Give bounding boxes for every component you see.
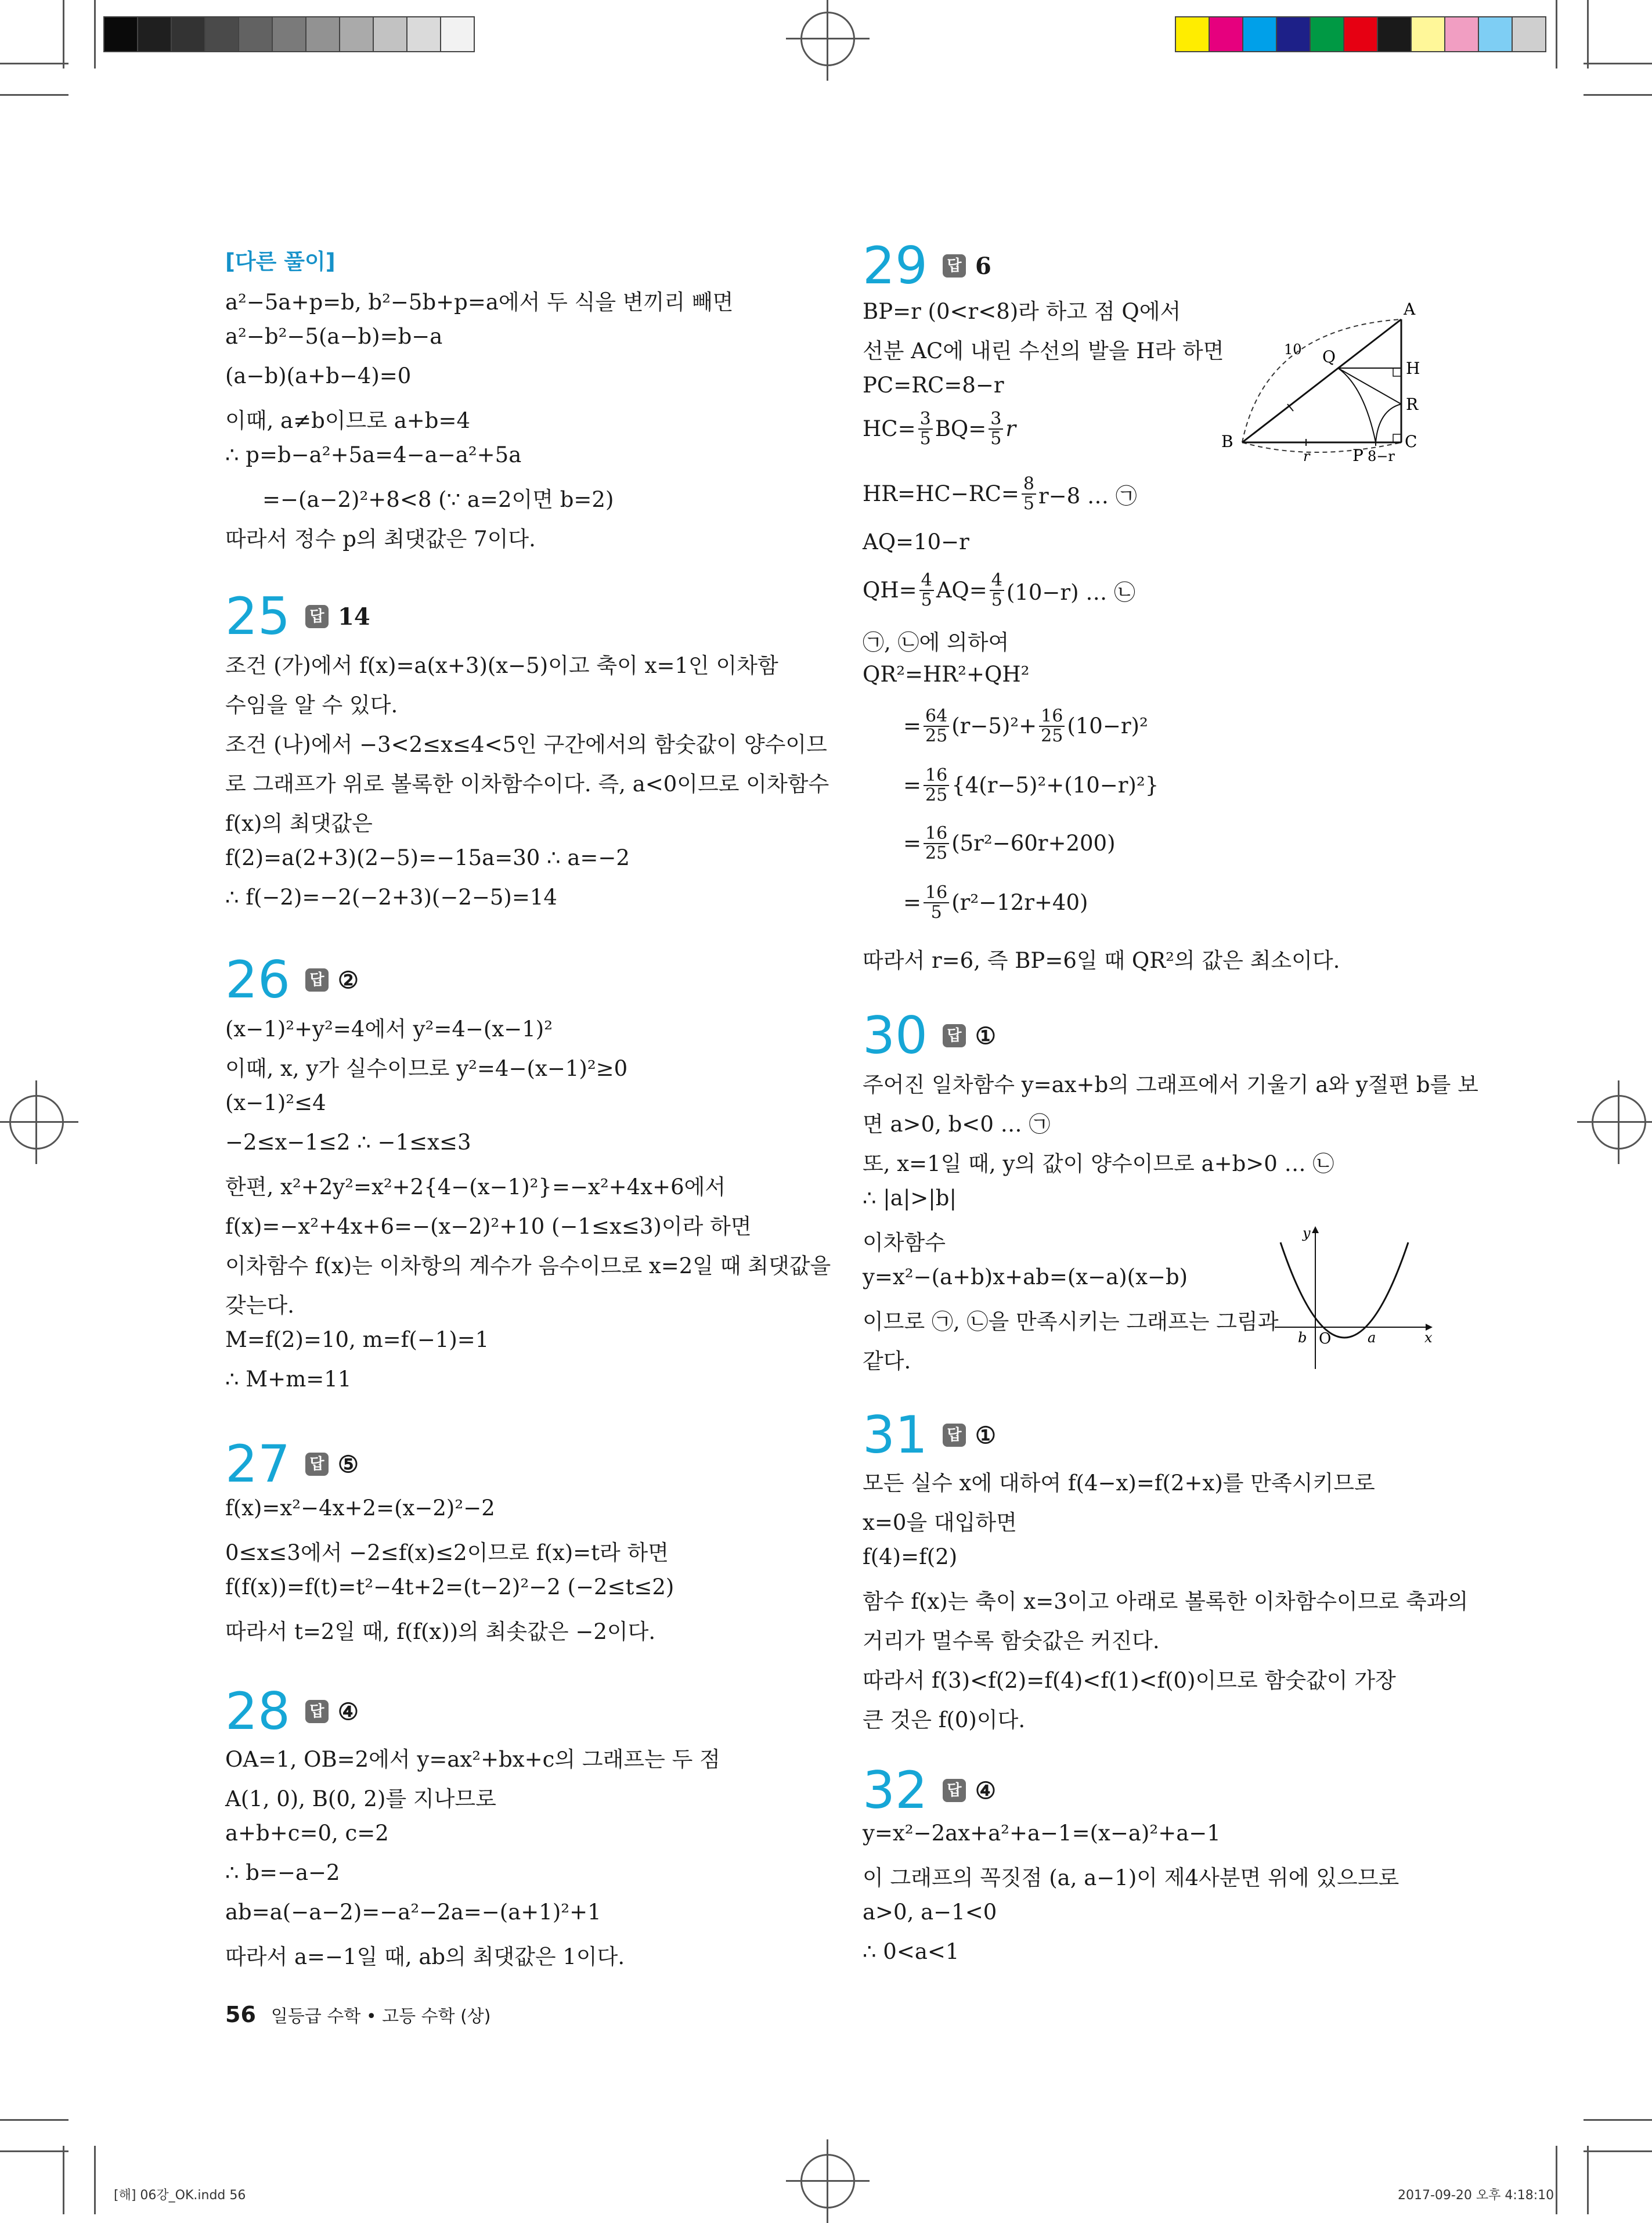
crop-mark bbox=[94, 0, 96, 69]
color-swatch bbox=[1479, 17, 1513, 51]
text-line: PC=RC=8−r bbox=[863, 373, 1004, 398]
text-line: f(f(x))=f(t)=t²−4t+2=(t−2)²−2 (−2≤t≤2) bbox=[225, 1575, 674, 1599]
parabola-curve bbox=[1281, 1242, 1408, 1338]
denominator: 5 bbox=[990, 428, 1002, 449]
label-8-minus-r: 8−r bbox=[1368, 448, 1395, 462]
color-swatch bbox=[172, 17, 205, 51]
label-r: R bbox=[1406, 395, 1419, 414]
answer-value: ② bbox=[337, 966, 359, 994]
alt-solution-heading: [다른 풀이] bbox=[225, 249, 336, 274]
label-c: C bbox=[1405, 432, 1417, 451]
crop-mark bbox=[0, 94, 68, 96]
numerator: 16 bbox=[924, 884, 949, 903]
crop-mark bbox=[1584, 94, 1652, 96]
side-ab bbox=[1242, 319, 1401, 442]
answer-badge: 답 bbox=[943, 254, 966, 278]
text-line: (x−1)²≤4 bbox=[225, 1090, 326, 1115]
label-h: H bbox=[1406, 359, 1420, 378]
text-line: 0≤x≤3에서 −2≤f(x)≤2이므로 f(x)=t라 하면 bbox=[225, 1540, 669, 1565]
label-p: P bbox=[1352, 446, 1364, 462]
text-line: a²−5a+p=b, b²−5b+p=a에서 두 식을 변끼리 빼면 bbox=[225, 290, 734, 315]
problem-29-header bbox=[863, 236, 991, 296]
crop-mark bbox=[1584, 2150, 1652, 2152]
fraction bbox=[919, 571, 934, 609]
denominator: 5 bbox=[919, 428, 931, 449]
text-line: 주어진 일차함수 y=ax+b의 그래프에서 기울기 a와 y절편 b를 보 bbox=[863, 1072, 1478, 1097]
fraction bbox=[924, 707, 949, 745]
eq-text: (10−r)² bbox=[1067, 714, 1148, 738]
label-a-root: a bbox=[1368, 1330, 1376, 1346]
denominator: 25 bbox=[925, 784, 948, 805]
y-axis-arrow bbox=[1312, 1226, 1319, 1233]
color-swatch bbox=[1243, 17, 1277, 51]
eq-text: (5r²−60r+200) bbox=[951, 831, 1116, 856]
text-line: f(x)=−x²+4x+6=−(x−2)²+10 (−1≤x≤3)이라 하면 bbox=[225, 1214, 752, 1239]
text-line: ∴ |a|>|b| bbox=[863, 1186, 957, 1210]
text-line: 이 그래프의 꼭짓점 (a, a−1)이 제4사분면 위에 있으므로 bbox=[863, 1865, 1399, 1890]
color-swatch bbox=[340, 17, 374, 51]
color-swatch bbox=[138, 17, 172, 51]
text-line: 수임을 알 수 있다. bbox=[225, 693, 398, 718]
qr-step-1 bbox=[903, 707, 1148, 745]
qr-step-2 bbox=[903, 766, 1159, 804]
color-swatch bbox=[374, 17, 407, 51]
text-line: 이므로 ㉠, ㉡을 만족시키는 그래프는 그림과 bbox=[863, 1309, 1279, 1334]
registration-mark-left bbox=[9, 1095, 64, 1150]
crop-mark bbox=[1556, 2146, 1557, 2214]
eq-text: = bbox=[903, 890, 922, 915]
text-line: M=f(2)=10, m=f(−1)=1 bbox=[225, 1327, 489, 1352]
problem-26-header bbox=[225, 950, 359, 1010]
eq-text: = bbox=[903, 773, 922, 798]
text-line: ∴ f(−2)=−2(−2+3)(−2−5)=14 bbox=[225, 885, 557, 910]
text-line: x=0을 대입하면 bbox=[863, 1510, 1017, 1535]
right-angle-c bbox=[1393, 434, 1401, 442]
denominator: 25 bbox=[1041, 725, 1063, 746]
text-line: 따라서 정수 p의 최댓값은 7이다. bbox=[225, 527, 536, 552]
text-line: 면 a>0, b<0 … ㉠ bbox=[863, 1112, 1051, 1137]
text-line: OA=1, OB=2에서 y=ax²+bx+c의 그래프는 두 점 bbox=[225, 1747, 720, 1772]
color-swatch bbox=[1378, 17, 1412, 51]
color-swatch bbox=[1311, 17, 1344, 51]
problem-28-header bbox=[225, 1681, 359, 1741]
text-line: 선분 AC에 내린 수선의 발을 H라 하면 bbox=[863, 338, 1224, 363]
text-line: a+b+c=0, c=2 bbox=[225, 1821, 389, 1846]
numerator: 4 bbox=[919, 571, 934, 591]
text-line: 이차함수 f(x)는 이차항의 계수가 음수이므로 x=2일 때 최댓값을 bbox=[225, 1253, 831, 1278]
answer-value: 6 bbox=[975, 252, 991, 280]
eq-text: r−8 … ㉠ bbox=[1038, 483, 1137, 509]
answer-value: 14 bbox=[337, 603, 370, 630]
answer-badge: 답 bbox=[305, 1700, 329, 1723]
text-line: (x−1)²+y²=4에서 y²=4−(x−1)² bbox=[225, 1017, 553, 1042]
text-line: f(x)=x²−4x+2=(x−2)²−2 bbox=[225, 1496, 495, 1521]
answer-value: ① bbox=[975, 1421, 996, 1449]
color-swatch bbox=[441, 17, 474, 51]
eq-text: {4(r−5)²+(10−r)²} bbox=[951, 773, 1159, 798]
problem-25-header bbox=[225, 586, 370, 646]
denominator: 5 bbox=[921, 589, 932, 610]
eq-text: BQ= bbox=[935, 416, 987, 441]
numerator: 4 bbox=[990, 571, 1004, 591]
color-swatch bbox=[1210, 17, 1243, 51]
text-line: 갖는다. bbox=[225, 1293, 294, 1318]
text-line: 이때, x, y가 실수이므로 y²=4−(x−1)²≥0 bbox=[225, 1056, 628, 1081]
text-line: ∴ p=b−a²+5a=4−a−a²+5a bbox=[225, 442, 522, 467]
problem-31-header bbox=[863, 1405, 996, 1465]
numerator: 16 bbox=[1039, 707, 1065, 727]
answer-value: ④ bbox=[337, 1698, 359, 1725]
label-q: Q bbox=[1322, 347, 1336, 366]
text-line: f(2)=a(2+3)(2−5)=−15a=30 ∴ a=−2 bbox=[225, 845, 630, 870]
text-line: 이때, a≠b이므로 a+b=4 bbox=[225, 408, 471, 433]
numerator: 16 bbox=[924, 766, 949, 786]
crop-mark bbox=[94, 2146, 96, 2214]
right-angle-h bbox=[1393, 368, 1401, 376]
problem-number: 26 bbox=[225, 950, 290, 1010]
label-a: A bbox=[1404, 300, 1416, 319]
answer-value: ⑤ bbox=[337, 1450, 359, 1478]
equation-hr bbox=[863, 475, 1137, 513]
text-line: 조건 (가)에서 f(x)=a(x+3)(x−5)이고 축이 x=1인 이차함 bbox=[225, 653, 778, 678]
answer-value: ① bbox=[975, 1022, 996, 1050]
file-info: [해] 06강_OK.indd 56 bbox=[114, 2188, 246, 2203]
book-title: 일등급 수학 • 고등 수학 (상) bbox=[270, 2006, 491, 2027]
text-line: 따라서 a=−1일 때, ab의 최댓값은 1이다. bbox=[225, 1944, 625, 1969]
crop-mark bbox=[1587, 0, 1589, 69]
eq-text: QH= bbox=[863, 578, 917, 603]
problem-number: 25 bbox=[225, 586, 290, 646]
color-swatch bbox=[239, 17, 273, 51]
eq-text: = bbox=[903, 714, 922, 738]
eq-text: r bbox=[1005, 416, 1016, 441]
color-swatch bbox=[273, 17, 306, 51]
problem-number: 27 bbox=[225, 1434, 290, 1494]
registration-mark-right bbox=[1592, 1095, 1646, 1150]
text-line: BP=r (0<r<8)라 하고 점 Q에서 bbox=[863, 299, 1181, 324]
answer-value: ④ bbox=[975, 1777, 996, 1804]
fraction bbox=[924, 884, 949, 921]
problem-number: 32 bbox=[863, 1760, 928, 1820]
problem-number: 30 bbox=[863, 1006, 928, 1065]
qr-step-4 bbox=[903, 884, 1088, 921]
triangle-figure bbox=[1219, 294, 1451, 462]
crop-mark bbox=[1584, 2119, 1652, 2121]
problem-27-header bbox=[225, 1434, 359, 1494]
text-line: ab=a(−a−2)=−a²−2a=−(a+1)²+1 bbox=[225, 1900, 601, 1925]
problem-number: 28 bbox=[225, 1681, 290, 1741]
text-line: ∴ 0<a<1 bbox=[863, 1939, 960, 1964]
eq-text: = bbox=[903, 831, 922, 856]
problem-29-conclusion: 따라서 r=6, 즉 BP=6일 때 QR²의 값은 최소이다. bbox=[863, 948, 1340, 973]
problem-number: 29 bbox=[863, 236, 928, 296]
qr-step-3 bbox=[903, 824, 1116, 862]
text-line: 이차함수 bbox=[863, 1230, 946, 1255]
segment-qr bbox=[1338, 368, 1401, 404]
crop-mark bbox=[0, 2119, 68, 2121]
equation-qh bbox=[863, 571, 1135, 609]
denominator: 5 bbox=[930, 902, 942, 923]
text-line: f(x)의 최댓값은 bbox=[225, 811, 373, 836]
color-swatch bbox=[1513, 17, 1545, 51]
equation-qr: QR²=HR²+QH² bbox=[863, 662, 1030, 687]
problem-number: 31 bbox=[863, 1405, 928, 1465]
color-swatch bbox=[1277, 17, 1311, 51]
text-line: 조건 (나)에서 −3<2≤x≤4<5인 구간에서의 함숫값이 양수이므 bbox=[225, 732, 827, 757]
text-line: 같다. bbox=[863, 1349, 911, 1374]
fraction bbox=[990, 571, 1004, 609]
label-o: O bbox=[1319, 1330, 1332, 1348]
color-swatch bbox=[1176, 17, 1210, 51]
fraction bbox=[989, 410, 1003, 448]
text-line: =−(a−2)²+8<8 (∵ a=2이면 b=2) bbox=[262, 487, 614, 512]
text-line: 한편, x²+2y²=x²+2{4−(x−1)²}=−x²+4x+6에서 bbox=[225, 1174, 726, 1199]
denominator: 25 bbox=[925, 842, 948, 863]
color-swatch bbox=[407, 17, 441, 51]
label-r-length: r bbox=[1303, 448, 1310, 462]
eq-text: AQ= bbox=[936, 578, 987, 603]
crop-mark bbox=[63, 2146, 64, 2214]
label-10: 10 bbox=[1284, 341, 1302, 358]
text-line: 거리가 멀수록 함숫값은 커진다. bbox=[863, 1628, 1160, 1653]
fraction bbox=[924, 766, 949, 804]
answer-badge: 답 bbox=[943, 1779, 966, 1802]
label-b: B bbox=[1221, 432, 1233, 451]
denominator: 25 bbox=[925, 725, 948, 746]
numerator: 16 bbox=[924, 824, 949, 844]
problem-30-header bbox=[863, 1006, 996, 1065]
color-swatch bbox=[1412, 17, 1445, 51]
label-x: x bbox=[1424, 1330, 1433, 1346]
color-swatch bbox=[1445, 17, 1479, 51]
answer-badge: 답 bbox=[305, 1453, 329, 1476]
text-line: ∴ b=−a−2 bbox=[225, 1860, 340, 1885]
parabola-graph bbox=[1275, 1224, 1437, 1375]
text-line: 큰 것은 f(0)이다. bbox=[863, 1707, 1026, 1732]
text-line: 또, x=1일 때, y의 값이 양수이므로 a+b>0 … ㉡ bbox=[863, 1151, 1334, 1176]
timestamp: 2017-09-20 오후 4:18:10 bbox=[1398, 2188, 1554, 2203]
crop-mark bbox=[0, 2150, 68, 2152]
numerator: 8 bbox=[1022, 475, 1036, 495]
color-swatch bbox=[104, 17, 138, 51]
equation-aq: AQ=10−r bbox=[863, 529, 969, 554]
fraction bbox=[1039, 707, 1065, 745]
crop-mark bbox=[1556, 0, 1557, 69]
color-swatch bbox=[306, 17, 340, 51]
text-line: a>0, a−1<0 bbox=[863, 1900, 997, 1925]
text-line: a²−b²−5(a−b)=b−a bbox=[225, 324, 443, 349]
eq-text: (10−r) … ㉡ bbox=[1006, 579, 1136, 605]
text-line: 함수 f(x)는 축이 x=3이고 아래로 볼록한 이차함수이므로 축과의 bbox=[863, 1589, 1469, 1614]
eq-text: (r²−12r+40) bbox=[951, 890, 1088, 915]
color-swatch bbox=[205, 17, 239, 51]
text-line: y=x²−(a+b)x+ab=(x−a)(x−b) bbox=[863, 1264, 1188, 1289]
eq-text: (r−5)²+ bbox=[951, 714, 1037, 738]
text-line: A(1, 0), B(0, 2)를 지나므로 bbox=[225, 1786, 496, 1811]
denominator: 5 bbox=[991, 589, 1002, 610]
text-line: f(4)=f(2) bbox=[863, 1544, 958, 1569]
fraction bbox=[918, 410, 933, 448]
crop-mark bbox=[1587, 2146, 1589, 2214]
label-y: y bbox=[1303, 1225, 1311, 1241]
numerator: 3 bbox=[918, 410, 933, 430]
registration-mark-top bbox=[800, 12, 855, 66]
crop-mark bbox=[1584, 63, 1652, 64]
answer-badge: 답 bbox=[305, 605, 329, 628]
text-line: ∴ M+m=11 bbox=[225, 1367, 352, 1392]
crop-mark bbox=[63, 0, 64, 69]
page-number: 56 bbox=[225, 2002, 256, 2027]
crop-mark bbox=[0, 63, 68, 64]
page-footer bbox=[225, 2002, 490, 2027]
text-line: 로 그래프가 위로 볼록한 이차함수이다. 즉, a<0이므로 이차함수 bbox=[225, 772, 829, 797]
denominator: 5 bbox=[1023, 493, 1034, 514]
answer-badge: 답 bbox=[305, 968, 329, 992]
text-line: 따라서 t=2일 때, f(f(x))의 최솟값은 −2이다. bbox=[225, 1619, 656, 1644]
color-calibration-bar bbox=[1175, 16, 1546, 52]
fraction bbox=[924, 824, 949, 862]
label-b-root: b bbox=[1298, 1330, 1307, 1346]
registration-mark-bottom bbox=[800, 2154, 855, 2208]
answer-badge: 답 bbox=[943, 1424, 966, 1447]
fraction bbox=[1022, 475, 1036, 513]
mid-line: ㉠, ㉡에 의하여 bbox=[863, 630, 1009, 655]
numerator: 3 bbox=[989, 410, 1003, 430]
text-line: y=x²−2ax+a²+a−1=(x−a)²+a−1 bbox=[863, 1821, 1221, 1846]
eq-text: HC= bbox=[863, 416, 916, 441]
answer-badge: 답 bbox=[943, 1024, 966, 1047]
eq-text: HR=HC−RC= bbox=[863, 481, 1019, 506]
problem-32-header bbox=[863, 1760, 996, 1820]
text-line: 모든 실수 x에 대하여 f(4−x)=f(2+x)를 만족시키므로 bbox=[863, 1471, 1375, 1496]
text-line: (a−b)(a+b−4)=0 bbox=[225, 363, 412, 388]
numerator: 64 bbox=[924, 707, 949, 727]
text-line: −2≤x−1≤2 ∴ −1≤x≤3 bbox=[225, 1130, 471, 1155]
text-line: 따라서 f(3)<f(2)=f(4)<f(1)<f(0)이므로 함숫값이 가장 bbox=[863, 1668, 1396, 1693]
gray-calibration-bar bbox=[103, 16, 475, 52]
equation-hc bbox=[863, 410, 1016, 448]
color-swatch bbox=[1344, 17, 1378, 51]
arc-pr bbox=[1376, 404, 1401, 442]
